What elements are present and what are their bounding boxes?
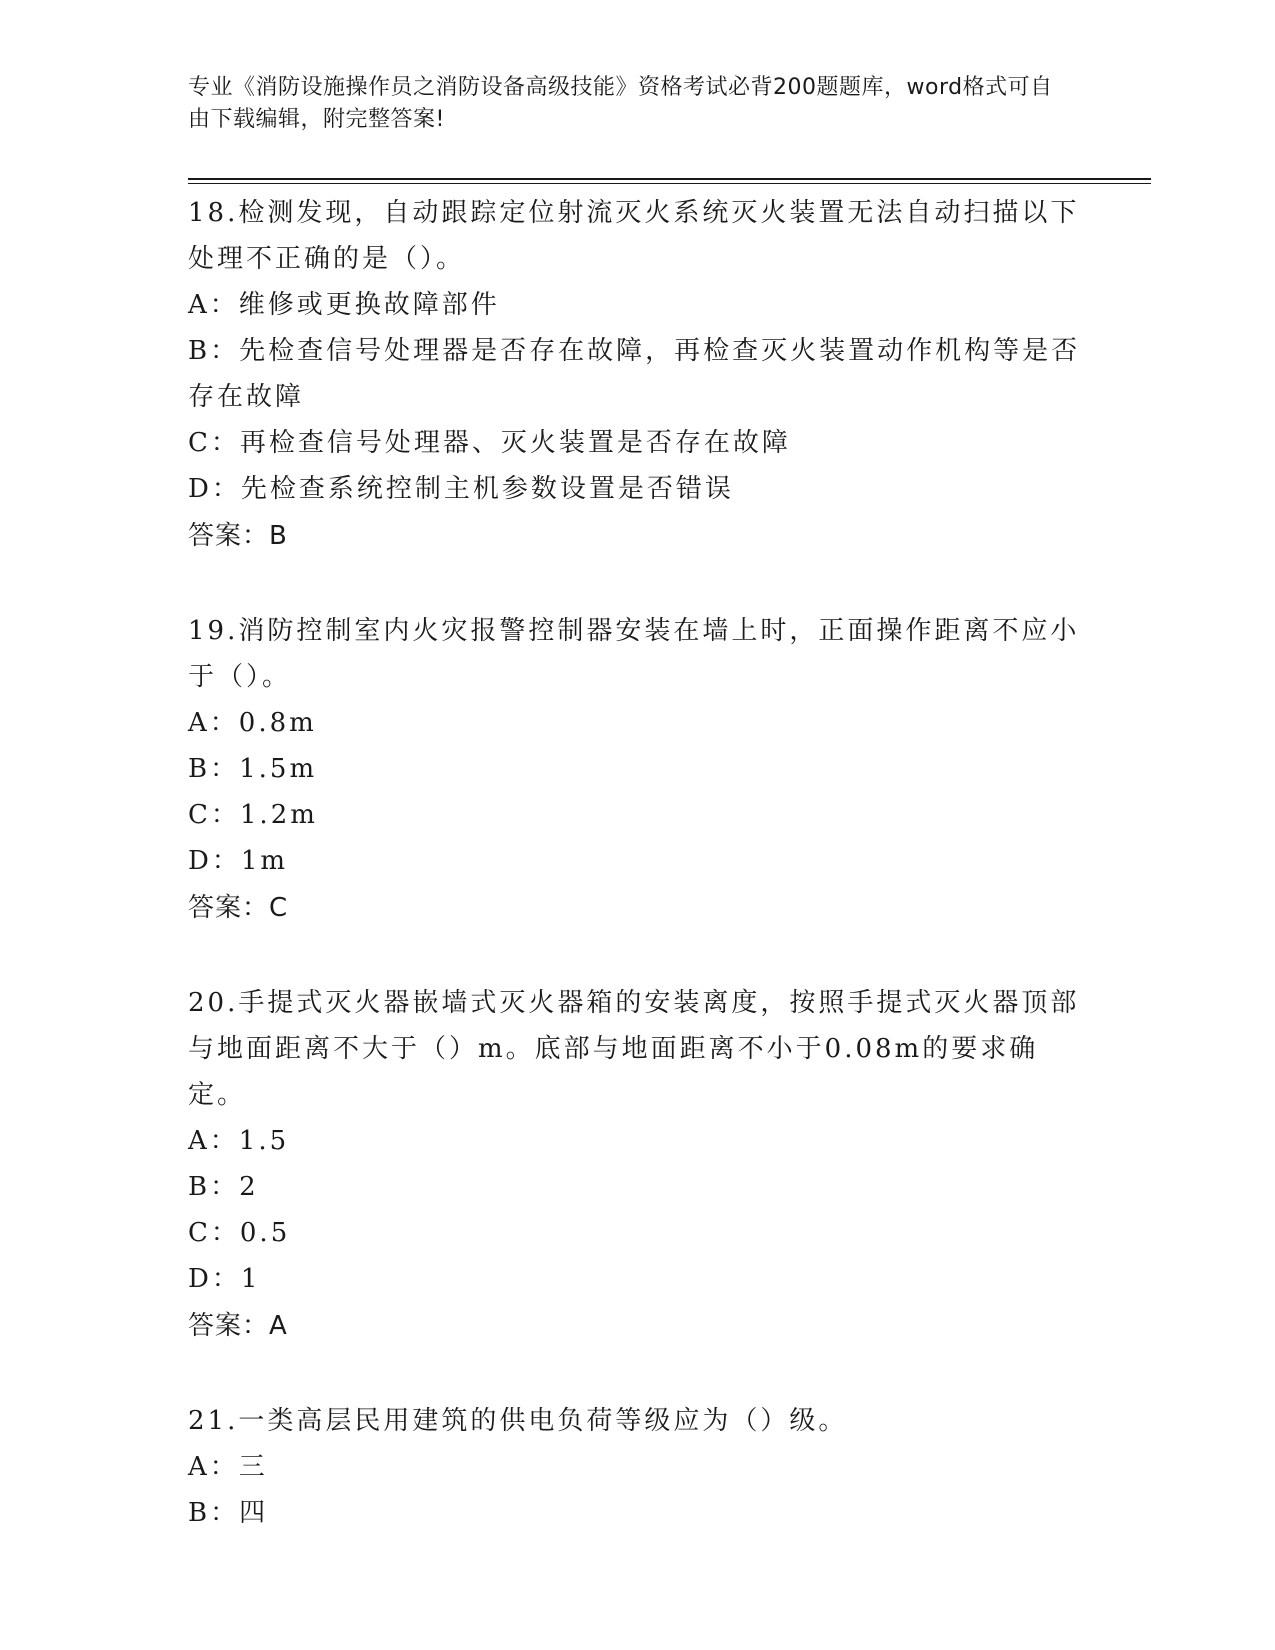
question-19 (188, 608, 1088, 932)
option-c: C：再检查信号处理器、灭火装置是否存在故障 (188, 428, 791, 458)
header-divider-thin (188, 183, 1151, 184)
answer-line: 答案：A (188, 1311, 288, 1341)
answer-line: 答案：C (188, 893, 289, 923)
question-20 (188, 980, 1088, 1350)
option-b: B：先检查信号处理器是否存在故障，再检查灭火装置动作机构等是否存在故障 (188, 336, 1081, 412)
question-text: 18.检测发现，自动跟踪定位射流灭火系统灭火装置无法自动扫描以下处理不正确的是（）。 (188, 198, 1080, 274)
option-a: A：维修或更换故障部件 (188, 290, 500, 320)
question-18 (188, 190, 1088, 560)
question-text: 20.手提式灭火器嵌墙式灭火器箱的安装离度，按照手提式灭火器顶部与地面距离不大于（）m。底部与地面距离不小于0.08m的要求确定。 (188, 988, 1080, 1110)
option-a: A：三 (188, 1452, 268, 1482)
option-d: D：1 (188, 1264, 261, 1294)
option-b: B：1.5m (188, 754, 318, 784)
question-21 (188, 1398, 1088, 1536)
option-d: D：先检查系统控制主机参数设置是否错误 (188, 474, 734, 504)
answer-line: 答案：B (188, 521, 288, 551)
option-b: B：四 (188, 1498, 269, 1528)
question-text: 19.消防控制室内火灾报警控制器安装在墙上时，正面操作距离不应小于（）。 (188, 616, 1080, 692)
option-a: A：0.8m (188, 708, 317, 738)
document-header: 专业《消防设施操作员之消防设备高级技能》资格考试必背200题题库，word格式可自由下载编辑，附完整答案! (188, 75, 1053, 132)
option-c: C：0.5 (188, 1218, 291, 1248)
question-list (188, 190, 1088, 1584)
option-d: D：1m (188, 846, 289, 876)
header-divider-thick (188, 178, 1151, 180)
option-c: C：1.2m (188, 800, 318, 830)
option-b: B：2 (188, 1172, 259, 1202)
option-a: A：1.5 (188, 1126, 290, 1156)
question-text: 21.一类高层民用建筑的供电负荷等级应为（）级。 (188, 1406, 848, 1436)
